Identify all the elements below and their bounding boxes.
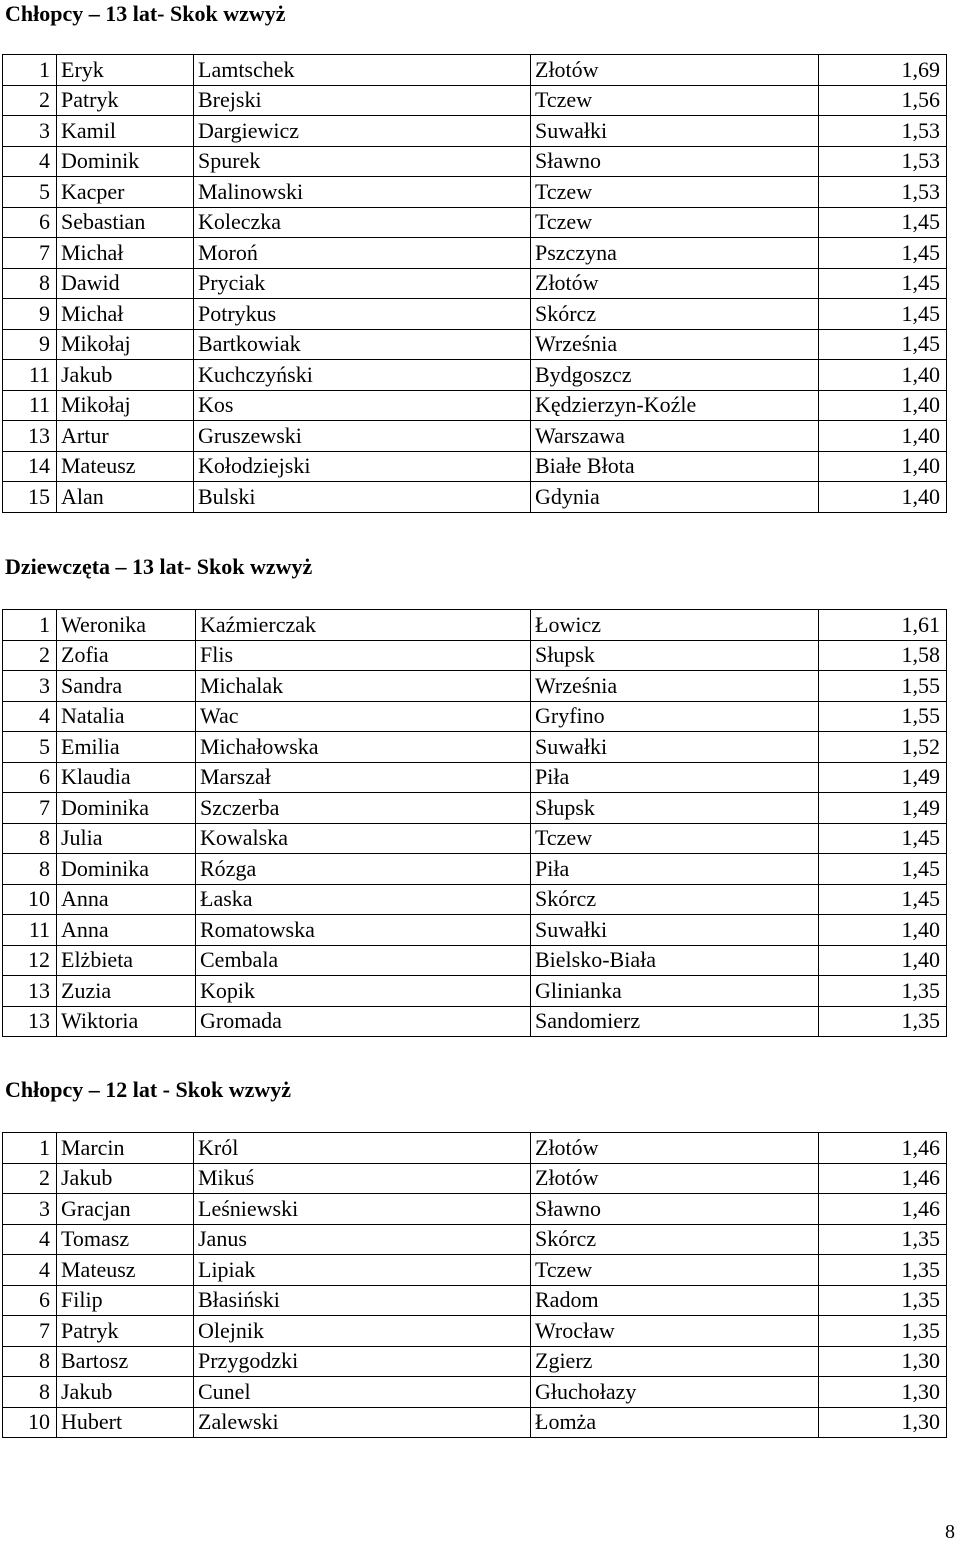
table-row [3,1255,947,1286]
first-name-cell: Elżbieta [57,945,196,976]
rank-cell: 4 [3,1255,57,1286]
town-cell: Tczew [531,177,819,208]
result-cell: 1,45 [819,884,947,915]
town-cell: Kędzierzyn-Koźle [531,390,819,421]
first-name-cell: Gracjan [57,1194,194,1225]
last-name-cell: Janus [194,1224,531,1255]
result-cell: 1,53 [819,177,947,208]
last-name-cell: Flis [196,640,531,671]
result-cell: 1,52 [819,732,947,763]
town-cell: Tczew [531,823,819,854]
town-cell: Bielsko-Biała [531,945,819,976]
table-row [3,329,947,360]
rank-cell: 10 [3,884,57,915]
table-row [3,640,947,671]
result-cell: 1,56 [819,85,947,116]
rank-cell: 8 [3,1377,57,1408]
table-row [3,207,947,238]
first-name-cell: Klaudia [57,762,196,793]
result-cell: 1,46 [819,1163,947,1194]
table-row [3,701,947,732]
town-cell: Radom [531,1285,819,1316]
first-name-cell: Emilia [57,732,196,763]
table-row [3,360,947,391]
first-name-cell: Kamil [57,116,194,147]
table-row [3,915,947,946]
first-name-cell: Zuzia [57,976,196,1007]
result-cell: 1,45 [819,238,947,269]
town-cell: Września [531,329,819,360]
result-cell: 1,40 [819,451,947,482]
table-row [3,421,947,452]
table-row [3,732,947,763]
table-row [3,1346,947,1377]
first-name-cell: Mateusz [57,451,194,482]
table-row [3,268,947,299]
first-name-cell: Jakub [57,1163,194,1194]
table-row [3,85,947,116]
result-cell: 1,35 [819,1255,947,1286]
table-row [3,451,947,482]
last-name-cell: Brejski [194,85,531,116]
result-cell: 1,40 [819,390,947,421]
result-cell: 1,45 [819,299,947,330]
rank-cell: 8 [3,854,57,885]
first-name-cell: Mikołaj [57,329,194,360]
result-cell: 1,40 [819,421,947,452]
last-name-cell: Kos [194,390,531,421]
town-cell: Tczew [531,207,819,238]
table-row [3,1285,947,1316]
rank-cell: 6 [3,762,57,793]
first-name-cell: Eryk [57,55,194,86]
last-name-cell: Cunel [194,1377,531,1408]
first-name-cell: Michał [57,299,194,330]
first-name-cell: Tomasz [57,1224,194,1255]
result-cell: 1,40 [819,482,947,513]
town-cell: Słupsk [531,640,819,671]
first-name-cell: Dominik [57,146,194,177]
rank-cell: 6 [3,207,57,238]
first-name-cell: Michał [57,238,194,269]
first-name-cell: Alan [57,482,194,513]
first-name-cell: Anna [57,915,196,946]
town-cell: Suwałki [531,915,819,946]
last-name-cell: Moroń [194,238,531,269]
last-name-cell: Kopik [196,976,531,1007]
first-name-cell: Kacper [57,177,194,208]
result-cell: 1,53 [819,116,947,147]
result-cell: 1,53 [819,146,947,177]
table-row [3,1163,947,1194]
town-cell: Złotów [531,268,819,299]
result-cell: 1,61 [819,610,947,641]
rank-cell: 5 [3,177,57,208]
rank-cell: 4 [3,1224,57,1255]
rank-cell: 1 [3,1133,57,1164]
first-name-cell: Wiktoria [57,1006,196,1037]
last-name-cell: Pryciak [194,268,531,299]
town-cell: Tczew [531,85,819,116]
page-number: 8 [945,1521,955,1543]
town-cell: Pszczyna [531,238,819,269]
town-cell: Skórcz [531,1224,819,1255]
first-name-cell: Bartosz [57,1346,194,1377]
first-name-cell: Dawid [57,268,194,299]
last-name-cell: Potrykus [194,299,531,330]
result-cell: 1,35 [819,1224,947,1255]
town-cell: Piła [531,854,819,885]
result-cell: 1,35 [819,1316,947,1347]
last-name-cell: Dargiewicz [194,116,531,147]
last-name-cell: Cembala [196,945,531,976]
table-row [3,1006,947,1037]
rank-cell: 14 [3,451,57,482]
last-name-cell: Rózga [196,854,531,885]
rank-cell: 3 [3,1194,57,1225]
town-cell: Bydgoszcz [531,360,819,391]
table-row [3,1377,947,1408]
town-cell: Skórcz [531,884,819,915]
last-name-cell: Kowalska [196,823,531,854]
table-row [3,762,947,793]
rank-cell: 11 [3,390,57,421]
rank-cell: 13 [3,976,57,1007]
town-cell: Skórcz [531,299,819,330]
result-cell: 1,40 [819,945,947,976]
rank-cell: 2 [3,85,57,116]
last-name-cell: Kołodziejski [194,451,531,482]
rank-cell: 1 [3,610,57,641]
result-cell: 1,45 [819,268,947,299]
first-name-cell: Zofia [57,640,196,671]
result-cell: 1,40 [819,360,947,391]
last-name-cell: Michalak [196,671,531,702]
result-cell: 1,30 [819,1377,947,1408]
result-cell: 1,35 [819,976,947,1007]
table-row [3,146,947,177]
rank-cell: 12 [3,945,57,976]
first-name-cell: Sebastian [57,207,194,238]
last-name-cell: Koleczka [194,207,531,238]
result-cell: 1,55 [819,671,947,702]
last-name-cell: Leśniewski [194,1194,531,1225]
first-name-cell: Artur [57,421,194,452]
town-cell: Zgierz [531,1346,819,1377]
table-row [3,854,947,885]
first-name-cell: Jakub [57,1377,194,1408]
result-cell: 1,46 [819,1133,947,1164]
town-cell: Złotów [531,1133,819,1164]
first-name-cell: Dominika [57,793,196,824]
first-name-cell: Natalia [57,701,196,732]
rank-cell: 9 [3,329,57,360]
rank-cell: 2 [3,640,57,671]
rank-cell: 4 [3,146,57,177]
result-cell: 1,30 [819,1346,947,1377]
last-name-cell: Błasiński [194,1285,531,1316]
table-row [3,1224,947,1255]
table-row [3,1133,947,1164]
town-cell: Wrocław [531,1316,819,1347]
table-row [3,823,947,854]
first-name-cell: Hubert [57,1407,194,1438]
last-name-cell: Olejnik [194,1316,531,1347]
table-row [3,1316,947,1347]
table-row [3,945,947,976]
town-cell: Września [531,671,819,702]
result-cell: 1,45 [819,207,947,238]
first-name-cell: Patryk [57,1316,194,1347]
first-name-cell: Sandra [57,671,196,702]
section-title-boys-13: Chłopcy – 13 lat- Skok wzwyż [5,1,286,26]
last-name-cell: Gruszewski [194,421,531,452]
last-name-cell: Szczerba [196,793,531,824]
last-name-cell: Spurek [194,146,531,177]
town-cell: Gryfino [531,701,819,732]
last-name-cell: Malinowski [194,177,531,208]
rank-cell: 7 [3,238,57,269]
town-cell: Suwałki [531,732,819,763]
result-cell: 1,35 [819,1285,947,1316]
rank-cell: 11 [3,915,57,946]
table-row [3,116,947,147]
last-name-cell: Michałowska [196,732,531,763]
last-name-cell: Gromada [196,1006,531,1037]
result-cell: 1,30 [819,1407,947,1438]
rank-cell: 8 [3,1346,57,1377]
town-cell: Glinianka [531,976,819,1007]
rank-cell: 11 [3,360,57,391]
first-name-cell: Weronika [57,610,196,641]
result-cell: 1,49 [819,793,947,824]
last-name-cell: Lipiak [194,1255,531,1286]
rank-cell: 15 [3,482,57,513]
last-name-cell: Bartkowiak [194,329,531,360]
last-name-cell: Bulski [194,482,531,513]
town-cell: Łomża [531,1407,819,1438]
section-title-boys-12: Chłopcy – 12 lat - Skok wzwyż [5,1077,292,1102]
town-cell: Sławno [531,146,819,177]
table-row [3,1407,947,1438]
rank-cell: 1 [3,55,57,86]
last-name-cell: Zalewski [194,1407,531,1438]
rank-cell: 8 [3,823,57,854]
last-name-cell: Kaźmierczak [196,610,531,641]
town-cell: Gdynia [531,482,819,513]
table-row [3,177,947,208]
rank-cell: 3 [3,671,57,702]
result-cell: 1,45 [819,329,947,360]
last-name-cell: Kuchczyński [194,360,531,391]
result-cell: 1,55 [819,701,947,732]
section-title-girls-13: Dziewczęta – 13 lat- Skok wzwyż [5,554,313,579]
first-name-cell: Patryk [57,85,194,116]
table-row [3,671,947,702]
rank-cell: 2 [3,1163,57,1194]
result-cell: 1,45 [819,823,947,854]
table-row [3,1194,947,1225]
result-cell: 1,46 [819,1194,947,1225]
town-cell: Głuchołazy [531,1377,819,1408]
first-name-cell: Anna [57,884,196,915]
town-cell: Suwałki [531,116,819,147]
table-row [3,55,947,86]
first-name-cell: Julia [57,823,196,854]
first-name-cell: Mateusz [57,1255,194,1286]
town-cell: Sławno [531,1194,819,1225]
table-row [3,976,947,1007]
town-cell: Warszawa [531,421,819,452]
result-cell: 1,45 [819,854,947,885]
result-cell: 1,40 [819,915,947,946]
results-table-boys-12 [2,1132,947,1438]
town-cell: Białe Błota [531,451,819,482]
result-cell: 1,58 [819,640,947,671]
last-name-cell: Mikuś [194,1163,531,1194]
first-name-cell: Jakub [57,360,194,391]
rank-cell: 8 [3,268,57,299]
town-cell: Piła [531,762,819,793]
rank-cell: 3 [3,116,57,147]
town-cell: Złotów [531,55,819,86]
first-name-cell: Mikołaj [57,390,194,421]
rank-cell: 7 [3,1316,57,1347]
table-row [3,390,947,421]
town-cell: Łowicz [531,610,819,641]
last-name-cell: Łaska [196,884,531,915]
results-table-boys-13 [2,54,947,513]
last-name-cell: Król [194,1133,531,1164]
results-table-girls-13 [2,609,947,1037]
table-row [3,884,947,915]
table-row [3,793,947,824]
rank-cell: 10 [3,1407,57,1438]
rank-cell: 7 [3,793,57,824]
last-name-cell: Przygodzki [194,1346,531,1377]
last-name-cell: Wac [196,701,531,732]
town-cell: Sandomierz [531,1006,819,1037]
rank-cell: 4 [3,701,57,732]
result-cell: 1,69 [819,55,947,86]
last-name-cell: Lamtschek [194,55,531,86]
rank-cell: 13 [3,421,57,452]
last-name-cell: Marszał [196,762,531,793]
last-name-cell: Romatowska [196,915,531,946]
rank-cell: 13 [3,1006,57,1037]
rank-cell: 5 [3,732,57,763]
table-row [3,482,947,513]
town-cell: Słupsk [531,793,819,824]
town-cell: Złotów [531,1163,819,1194]
result-cell: 1,49 [819,762,947,793]
first-name-cell: Marcin [57,1133,194,1164]
rank-cell: 9 [3,299,57,330]
table-row [3,238,947,269]
first-name-cell: Dominika [57,854,196,885]
first-name-cell: Filip [57,1285,194,1316]
town-cell: Tczew [531,1255,819,1286]
table-row [3,610,947,641]
rank-cell: 6 [3,1285,57,1316]
table-row [3,299,947,330]
result-cell: 1,35 [819,1006,947,1037]
